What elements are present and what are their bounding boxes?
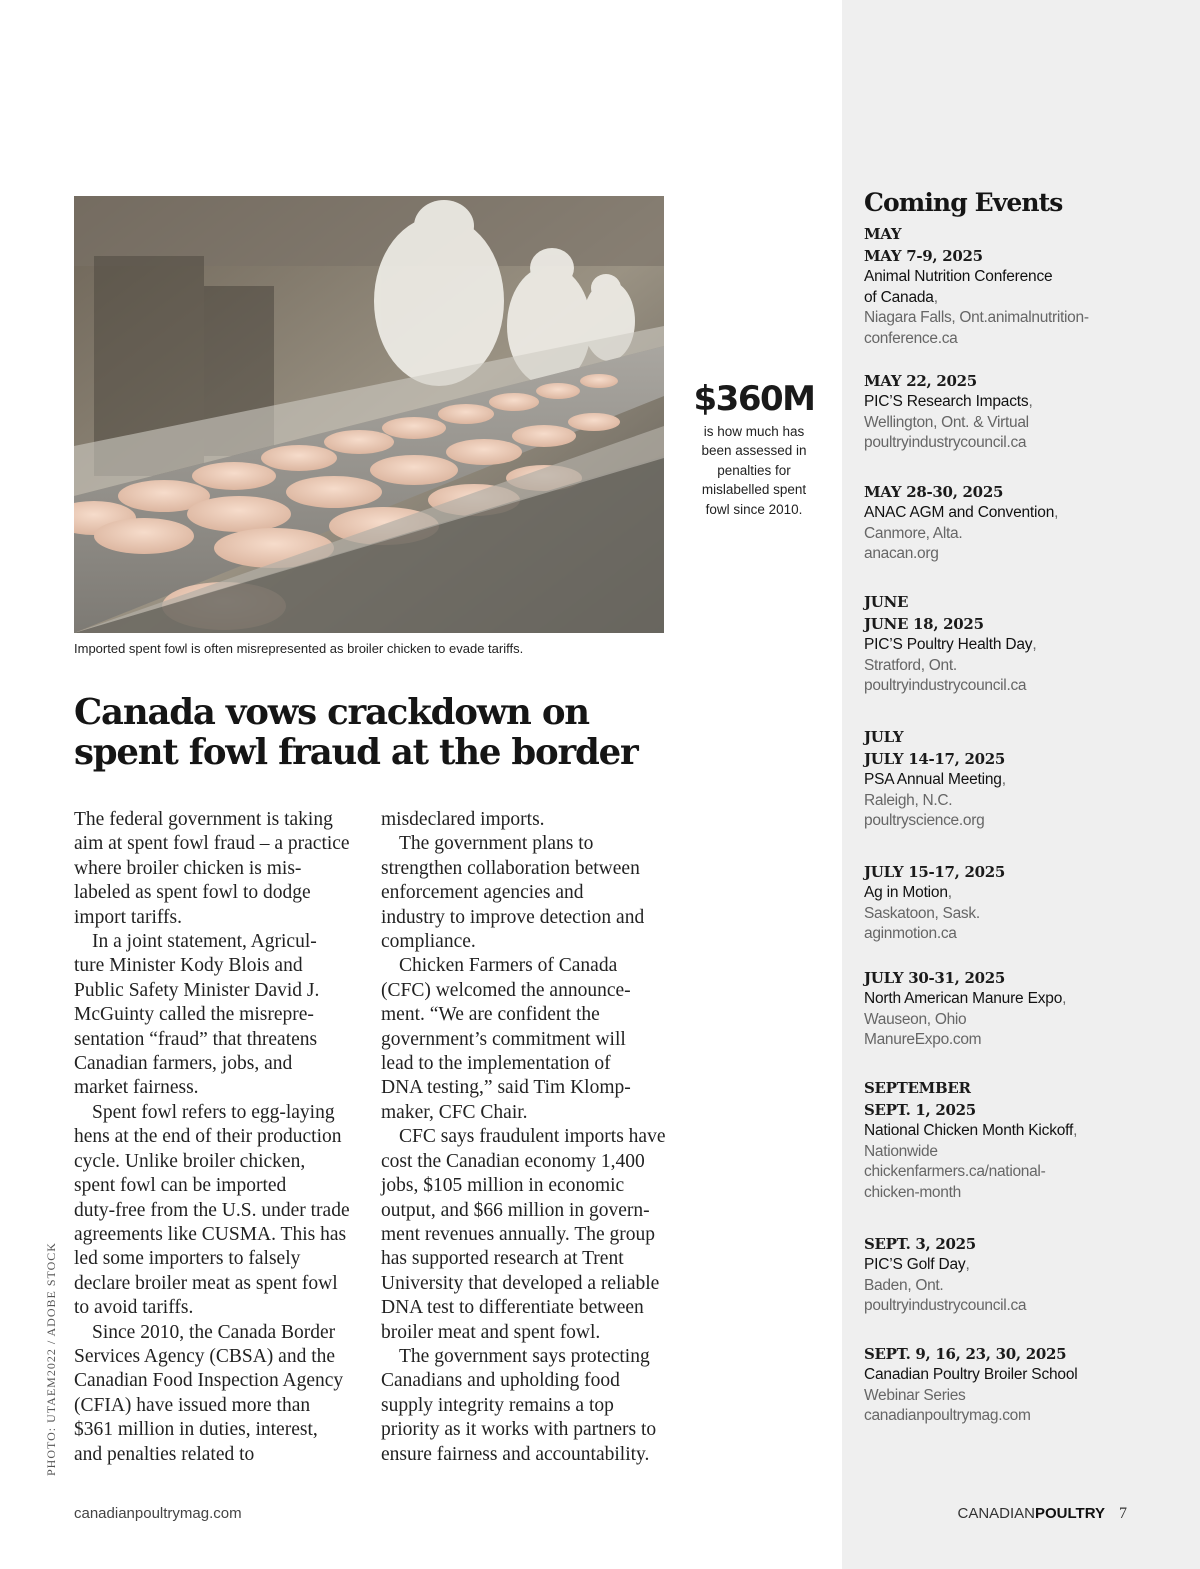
body-line: spent fowl can be imported [74, 1175, 287, 1197]
body-line: DNA test to differentiate between [381, 1297, 644, 1319]
body-line: CFC says fraudulent imports have [399, 1126, 666, 1148]
event-name-line [864, 1255, 1184, 1276]
event-name-comma: , [933, 288, 939, 306]
event-date: MAY 7-9, 2025 [864, 247, 983, 265]
event-name-comma: , [1054, 504, 1059, 521]
stat-line: penalties for [717, 462, 791, 478]
body-line: In a joint statement, Agricul- [92, 931, 317, 953]
event-detail[interactable]: Niagara Falls, Ont.animalnutrition- [864, 309, 1089, 327]
event-item [864, 591, 1184, 697]
body-line: ment revenues annually. The group [381, 1223, 655, 1245]
stat-number: $360M [693, 379, 815, 419]
event-item [864, 1233, 1184, 1317]
article-photo [74, 196, 664, 633]
event-item [864, 1077, 1184, 1203]
event-date: JULY 30-31, 2025 [864, 969, 1006, 987]
event-name: National Chicken Month Kickoff [864, 1122, 1074, 1139]
event-name-line [864, 770, 1184, 791]
body-line: and penalties related to [74, 1443, 255, 1465]
body-line: University that developed a reliable [381, 1272, 660, 1294]
event-name-comma: , [1028, 393, 1033, 410]
body-line: The government says protecting [399, 1345, 650, 1367]
body-line: hens at the end of their production [74, 1126, 342, 1148]
event-item [864, 861, 1184, 945]
body-line: broiler meat and spent fowl. [381, 1321, 601, 1343]
footer-website[interactable]: canadianpoultrymag.com [74, 1505, 242, 1522]
article-headline [74, 693, 674, 773]
body-line: supply integrity remains a top [381, 1394, 614, 1416]
body-line: $361 million in duties, interest, [74, 1419, 318, 1441]
event-detail[interactable]: chickenfarmers.ca/national- [864, 1163, 1046, 1181]
body-line: Public Safety Minister David J. [74, 979, 320, 1001]
event-detail[interactable]: canadianpoultrymag.com [864, 1407, 1031, 1425]
event-item [864, 1343, 1184, 1427]
stat-line: mislabelled spent [701, 482, 807, 498]
event-name-comma: , [1073, 1122, 1078, 1139]
body-line: priority as it works with partners to [381, 1419, 657, 1441]
event-item [864, 967, 1184, 1051]
event-name-comma: , [1062, 990, 1067, 1007]
body-line: sentation “fraud” that threatens [74, 1028, 318, 1050]
body-line: The federal government is taking [74, 809, 333, 830]
event-item [864, 370, 1184, 454]
event-detail[interactable]: Stratford, Ont. [864, 656, 957, 674]
event-date: MAY 28-30, 2025 [864, 483, 1004, 501]
event-date: JULY 15-17, 2025 [864, 863, 1006, 881]
stat-line: been assessed in [701, 443, 807, 459]
body-line: misdeclared imports. [381, 809, 545, 830]
body-line: The government plans to [399, 833, 594, 855]
event-date: SEPT. 9, 16, 23, 30, 2025 [864, 1345, 1067, 1363]
event-name-line [864, 288, 1184, 309]
event-detail[interactable]: Baden, Ont. [864, 1276, 944, 1294]
body-line: DNA testing,” said Tim Klomp- [381, 1077, 631, 1099]
event-name-comma: , [1032, 636, 1037, 653]
event-detail[interactable]: Wellington, Ont. & Virtual [864, 413, 1029, 431]
event-item [864, 223, 1184, 349]
event-name-comma: , [947, 884, 953, 901]
event-detail[interactable]: poultryindustrycouncil.ca [864, 677, 1027, 695]
event-detail[interactable]: Raleigh, N.C. [864, 791, 953, 809]
body-line: market fairness. [74, 1077, 199, 1099]
event-date: JULY 14-17, 2025 [864, 750, 1006, 768]
body-line: maker, CFC Chair. [381, 1101, 528, 1123]
event-month: JUNE [864, 593, 909, 611]
event-name: PSA Annual Meeting [864, 771, 1002, 788]
body-line: Canadians and upholding food [381, 1370, 620, 1392]
body-line: where broiler chicken is mis- [74, 857, 302, 879]
photo-caption: Imported spent fowl is often misrepresented as broiler chicken to evade tariffs. [74, 641, 524, 656]
event-detail[interactable]: conference.ca [864, 329, 958, 347]
article-column-2 [381, 808, 681, 1467]
body-line: Canadian farmers, jobs, and [74, 1053, 293, 1075]
body-line: output, and $66 million in govern- [381, 1199, 650, 1221]
article-column-1 [74, 808, 374, 1467]
event-detail[interactable]: poultryindustrycouncil.ca [864, 1297, 1027, 1315]
event-name: of Canada [864, 288, 934, 306]
body-line: Services Agency (CBSA) and the [74, 1345, 336, 1367]
photo-credit: PHOTO: UTAEM2022 / ADOBE STOCK [44, 1242, 58, 1476]
body-line: (CFC) welcomed the announce- [381, 979, 631, 1001]
event-name: PIC’S Poultry Health Day [864, 636, 1033, 653]
brand-light: CANADIAN [957, 1505, 1035, 1522]
stat-callout [684, 378, 824, 519]
event-detail[interactable]: poultryindustrycouncil.ca [864, 434, 1027, 452]
event-date: MAY 22, 2025 [864, 372, 977, 390]
event-month: MAY [864, 225, 902, 243]
body-line: cycle. Unlike broiler chicken, [74, 1150, 306, 1172]
event-name: North American Manure Expo [864, 990, 1063, 1007]
event-detail[interactable]: Saskatoon, Sask. [864, 904, 980, 922]
brand-bold: POULTRY [1035, 1505, 1105, 1522]
stat-line: fowl since 2010. [705, 501, 803, 517]
event-month: SEPTEMBER [864, 1079, 971, 1097]
event-detail[interactable]: Wauseon, Ohio [864, 1010, 967, 1028]
event-name-line [864, 267, 1184, 288]
body-line: government’s commitment will [381, 1028, 626, 1050]
event-detail[interactable]: Nationwide [864, 1142, 938, 1160]
headline-line: spent fowl fraud at the border [74, 732, 638, 773]
event-detail[interactable]: poultryscience.org [864, 812, 985, 830]
event-month: JULY [864, 728, 904, 746]
body-line: to avoid tariffs. [74, 1297, 194, 1319]
body-line: Chicken Farmers of Canada [399, 955, 618, 977]
body-line: import tariffs. [74, 906, 182, 928]
event-detail[interactable]: Webinar Series [864, 1386, 966, 1404]
event-detail[interactable]: ManureExpo.com [864, 1031, 982, 1049]
headline-line: Canada vows crackdown on [74, 692, 589, 733]
body-line: ture Minister Kody Blois and [74, 955, 303, 977]
body-line: labeled as spent fowl to dodge [74, 882, 311, 904]
body-line: duty-free from the U.S. under trade [74, 1199, 350, 1221]
stat-line: is how much has [703, 424, 805, 439]
event-name: PIC’S Golf Day [864, 1256, 966, 1273]
body-line: ment. “We are confident the [381, 1004, 600, 1026]
event-detail[interactable]: chicken-month [864, 1183, 961, 1201]
body-line: ensure fairness and accountability. [381, 1443, 650, 1465]
body-line: led some importers to falsely [74, 1248, 301, 1270]
event-name: Ag in Motion [864, 884, 948, 901]
event-name: PIC’S Research Impacts [864, 393, 1029, 410]
body-line: Since 2010, the Canada Border [92, 1321, 336, 1343]
body-line: aim at spent fowl fraud – a practice [74, 833, 350, 855]
body-line: (CFIA) have issued more than [74, 1394, 311, 1416]
footer-brand [957, 1505, 1127, 1523]
event-name-comma: , [965, 1256, 970, 1273]
body-line: Spent fowl refers to egg-laying [92, 1101, 335, 1123]
event-name: Animal Nutrition Conference [864, 268, 1053, 285]
body-line: industry to improve detection and [381, 906, 645, 928]
body-line: Canadian Food Inspection Agency [74, 1370, 344, 1392]
event-detail[interactable]: anacan.org [864, 545, 939, 563]
event-date: JUNE 18, 2025 [864, 615, 984, 633]
page-number: 7 [1119, 1505, 1127, 1522]
event-name-line [864, 1365, 1184, 1386]
body-line: cost the Canadian economy 1,400 [381, 1150, 645, 1172]
event-date: SEPT. 1, 2025 [864, 1101, 976, 1119]
event-name: ANAC AGM and Convention [864, 504, 1055, 521]
events-title: Coming Events [864, 188, 1063, 217]
event-date: SEPT. 3, 2025 [864, 1235, 976, 1253]
body-line: declare broiler meat as spent fowl [74, 1272, 338, 1294]
body-line: McGuinty called the misrepre- [74, 1004, 314, 1026]
event-name-line [864, 635, 1184, 656]
event-detail[interactable]: Canmore, Alta. [864, 524, 963, 542]
body-line: agreements like CUSMA. This has [74, 1223, 347, 1245]
event-name-line [864, 883, 1184, 904]
event-item [864, 481, 1184, 565]
body-line: lead to the implementation of [381, 1053, 611, 1075]
event-name: Canadian Poultry Broiler School [864, 1366, 1078, 1383]
stat-description [684, 422, 824, 519]
event-name-comma: , [1001, 771, 1007, 788]
event-name-line [864, 989, 1184, 1010]
event-detail[interactable]: aginmotion.ca [864, 925, 957, 943]
body-line: has supported research at Trent [381, 1248, 624, 1270]
event-name-line [864, 392, 1184, 413]
body-line: strengthen collaboration between [381, 857, 640, 879]
body-line: enforcement agencies and [381, 882, 584, 904]
body-line: compliance. [381, 931, 476, 953]
event-item [864, 726, 1184, 832]
body-line: jobs, $105 million in economic [381, 1175, 625, 1197]
event-name-line [864, 503, 1184, 524]
event-name-line [864, 1121, 1184, 1142]
